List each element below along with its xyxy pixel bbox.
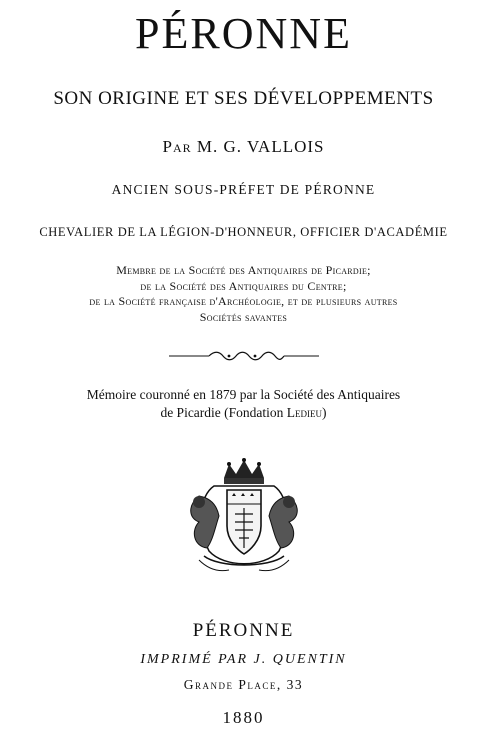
memoire-line-2: de Picardie (Fondation Ledieu) [160, 405, 327, 420]
imprint-printer: IMPRIMÉ PAR J. QUENTIN [140, 652, 347, 667]
membership-line: de la Société des Antiquaires du Centre; [140, 278, 347, 293]
author-role: ANCIEN SOUS-PRÉFET DE PÉRONNE [111, 182, 376, 197]
decorative-rule-icon [0, 348, 487, 364]
membership-line: Membre de la Société des Antiquaires de Picardie; [116, 263, 371, 277]
foundation-name: Ledieu [286, 405, 323, 420]
author-line: Par M. G. VALLOIS [162, 137, 325, 156]
imprint-city: PÉRONNE [192, 620, 295, 641]
imprint-address: Grande Place, 33 [183, 677, 304, 692]
memoire-note [0, 386, 487, 422]
memoire-line-1: Mémoire couronné en 1879 par la Société des Antiquaires [86, 387, 401, 402]
imprint-year: 1880 [222, 708, 265, 727]
author-honors: CHEVALIER DE LA LÉGION-D'HONNEUR, OFFICIER D'ACADÉMIE [39, 225, 448, 239]
membership-line: de la Société française d'Archéologie, et de plusieurs autres [89, 294, 398, 308]
book-subtitle: SON ORIGINE ET SES DÉVELOPPEMENTS [53, 88, 434, 109]
author-memberships [0, 263, 487, 325]
book-title: PÉRONNE [135, 9, 352, 58]
membership-line: Sociétés savantes [199, 309, 288, 324]
coat-of-arms-icon [0, 456, 487, 576]
